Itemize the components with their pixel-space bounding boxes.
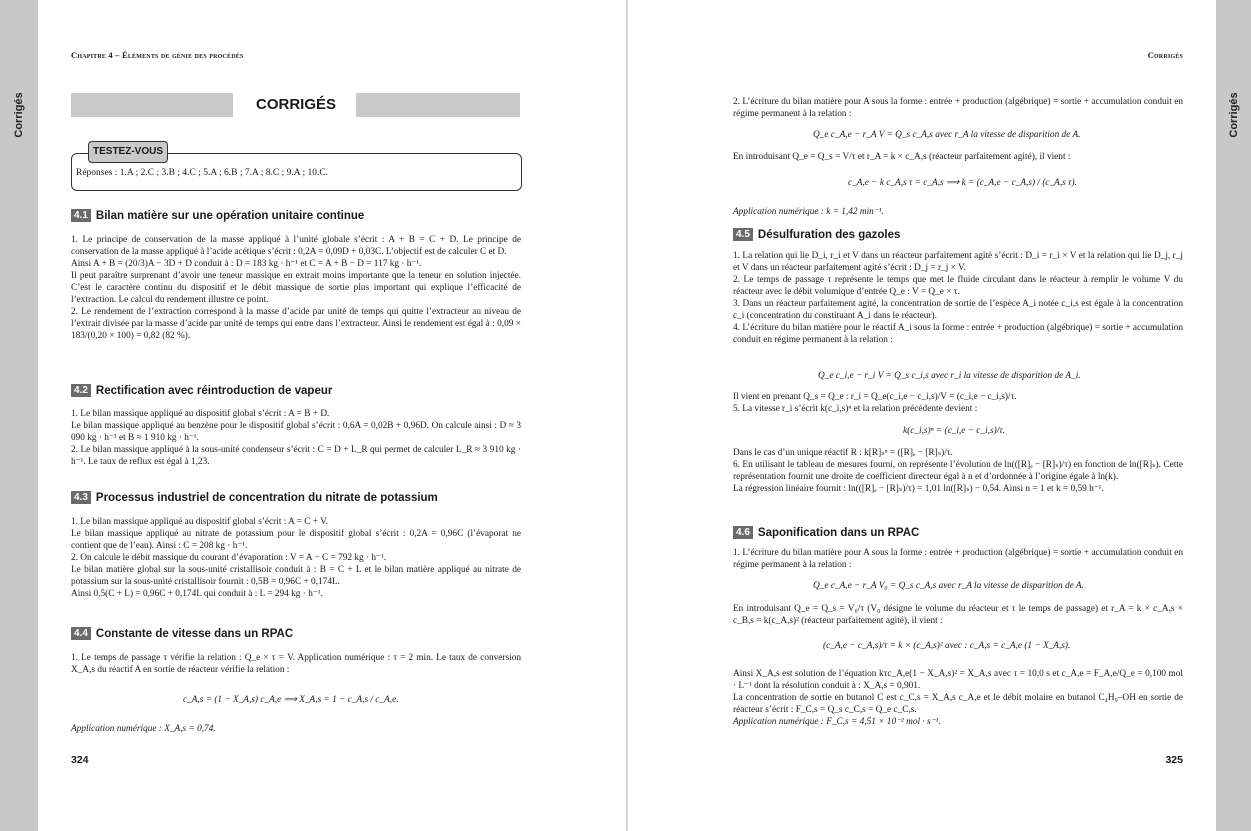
equation: k(c_i,s)ⁿ = (c_i,e − c_i,s)/τ. [903,426,1005,436]
paragraph: En introduisant Q_e = Q_s = V/τ et r_A = k × c_A,s (réacteur parfaitement agité), il vient : [733,152,1071,162]
paragraph: 1. L’écriture du bilan matière pour A sous la forme : entrée + production (algébrique) = sortie + accumulation conduit en régime permanent à la relation : [733,548,1183,570]
side-tab-right [1216,0,1251,831]
section-title: Désulfuration des gazoles [757,228,901,241]
title-bar-right [356,93,520,117]
section-number: 4.2 [71,384,91,397]
paragraph: 1. Le principe de conservation de la masse appliqué à l’unité globale s’écrit : A + B = C + D. Le principe de conservation de la masse appliqué à l’acide acétique s’écrit : 0,2A = 0,09D + 0,03C. L’objectif est de calculer C et D. [71,235,521,257]
paragraph: Il vient en prenant Q_s = Q_e : r_i = Q_e(c_i,e − c_i,s)/V = (c_i,e − c_i,s)/τ. [733,392,1017,402]
paragraph: 1. Le temps de passage τ vérifie la relation : Q_e × τ = V. Application numérique : τ = 2 min. Le taux de conversion X_A,s du réactif A en sortie de réacteur vérifie la relation : [71,653,521,675]
intro-paragraph: 2. L’écriture du bilan matière pour A sous la forme : entrée + production (algébrique) = sortie + accumulation conduit en régime permanent à la relation : [733,97,1183,119]
test-answers: Réponses : 1.A ; 2.C ; 3.B ; 4.C ; 5.A ; 6.B ; 7.A ; 8.C ; 9.A ; 10.C. [76,168,329,178]
right-header: Corrigés [1147,50,1183,60]
section-4-5-body-a [733,250,1183,346]
section-title: Rectification avec réintroduction de vapeur [95,384,333,397]
section-4-4-body [71,652,521,676]
section-title: Saponification dans un RPAC [757,526,920,539]
section-4-3-body [71,516,521,600]
section-4-4-heading [71,627,293,640]
equation: Q_e c_A,e − r_A V₀ = Q_s c_A,s avec r_A la vitesse de disparition de A. [813,581,1084,591]
section-4-3-heading [71,491,438,504]
section-4-6-body-a [733,547,1183,571]
section-title: Processus industriel de concentration du nitrate de potassium [95,491,438,504]
side-tab-label: Corrigés [13,92,25,138]
section-number: 4.5 [733,228,753,241]
paragraph: 1. La relation qui lie D_i, r_i et V dans un réacteur parfaitement agité s’écrit : D_i = r_i × V et la relation qui lie D_j, r_j et V dans un réacteur parfaitement agité s’écrit : D_j = r_j × V. [733,251,1183,273]
section-number: 4.6 [733,526,753,539]
paragraph: Le bilan massique appliqué au nitrate de potassium pour le dispositif global s’écrit : 0,2A = 0,96C (l’évaporat ne contient que de l’eau). Ainsi : C = 208 kg · h⁻¹. [71,529,521,551]
section-title: Bilan matière sur une opération unitaire continue [95,209,365,222]
paragraph: Ainsi 0,5(C + L) = 0,96C + 0,174L qui conduit à : L = 294 kg · h⁻¹. [71,589,323,599]
side-tab-label: Corrigés [1227,92,1240,138]
paragraph: Le bilan matière global sur la sous-unité cristallisoir conduit à : B = C + L et le bilan matière appliqué au nitrate de potassium sur la sous-unité cristallisoir fournit : 0,5B = 0,96C + 0,174L. [71,565,521,587]
left-page [38,0,626,831]
page-number: 325 [1165,754,1183,766]
paragraph: 1. Le bilan massique appliqué au dispositif global s’écrit : A = B + D. [71,409,330,419]
paragraph: 6. En utilisant le tableau de mesures fourni, on représente l’évolution de ln(([R]ₑ − [R]ₛ)/τ) en fonction de ln([R]ₛ). Cette représentation fournit une droite de coefficient directeur égal à n et d’ordonnée à l’origine égale à ln(k). [733,460,1183,482]
test-label: TESTEZ-VOUS [88,141,168,163]
right-page [628,0,1216,831]
equation: (c_A,e − c_A,s)/τ = k × (c_A,s)² avec : c_A,s = c_A,e (1 − X_A,s). [823,641,1071,651]
paragraph: 2. Le rendement de l’extraction correspond à la masse d’acide par unité de temps qui quitte l’extracteur au niveau de l’extrait divisée par la masse d’acide par unité de temps qui entre dans l’extracteur. Ainsi le rendement est égal à : 0,09 × 183/(0,20 × 100) = 0,82 (82 %). [71,307,521,341]
paragraph: 3. Dans un réacteur parfaitement agité, la concentration de sortie de l’espèce A_i notée c_i,s est égale à la concentration c_i (concentration du constituant A_i dans le réacteur). [733,299,1183,321]
section-4-2-heading [71,384,332,397]
section-4-1-heading [71,209,364,222]
paragraph: 4. L’écriture du bilan matière pour le réactif A_i sous la forme : entrée + production (algébrique) = sortie + accumulation conduit en régime permanent à la relation : [733,323,1183,345]
equation: c_A,s = (1 − X_A,s) c_A,e ⟹ X_A,s = 1 − c_A,s / c_A,e. [183,695,399,705]
paragraph: Le bilan massique appliqué au benzène pour le dispositif global s’écrit : 0,6A = 0,02B + 0,96D. On calcule ainsi : D ≈ 3 090 kg · h⁻¹ et B ≈ 1 910 kg · h⁻¹. [71,421,521,443]
paragraph: 1. Le bilan massique appliqué au dispositif global s’écrit : A = C + V. [71,517,328,527]
paragraph: Il peut paraître surprenant d’avoir une teneur massique en extrait moins importante que la teneur en solution injectée. C’est le caractère continu du dispositif et le débit massique de sortie plus important qui explique l’efficacité de l’extraction. Le calcul du rendement illustre ce point. [71,271,521,305]
page-number: 324 [71,754,89,766]
section-4-6-body-b [733,603,1183,627]
section-4-6-heading [733,526,919,539]
section-4-2-body [71,408,521,468]
title-bar-left [71,93,233,117]
section-4-5-body-b [733,391,1183,415]
paragraph: 5. La vitesse r_i s’écrit k(c_i,s)ⁿ et la relation précédente devient : [733,404,978,414]
paragraph: La régression linéaire fournit : ln(([R]ₑ − [R]ₛ)/τ) = 1,01 ln([R]ₛ) − 0,54. Ainsi n = 1 et k = 0,59 h⁻¹. [733,484,1104,494]
section-number: 4.3 [71,491,91,504]
paragraph: 2. Le temps de passage τ représente le temps que met le fluide circulant dans le réacteur à remplir le volume V du réacteur avec le débit volumique d’entrée Q_e : V = Q_e × τ. [733,275,1183,297]
paragraph: En introduisant Q_e = Q_s = V₀/τ (V₀ désigne le volume du réacteur et τ le temps de passage) et r_A = k × c_A,s × c_B,s = k(c_A,s)² (réacteur parfaitement agité), il vient : [733,604,1183,626]
section-4-6-body-c [733,668,1183,728]
application-result: Application numérique : F_C,s = 4,51 × 10⁻² mol · s⁻¹. [733,717,941,727]
page-title: CORRIGÉS [256,96,337,113]
section-4-1-body [71,234,521,342]
application-result: Application numérique : X_A,s = 0,74. [71,724,216,734]
paragraph: Ainsi X_A,s est solution de l’équation kτc_A,e(1 − X_A,s)² = X_A,s avec τ = 10,0 s et c_A,e = F_A,e/Q_e = 0,100 mol · L⁻¹ dont la résolution conduit à : X_A,s = 0,901. [733,669,1183,691]
paragraph: La concentration de sortie en butanol C est c_C,s = X_A,s c_A,e et le débit molaire en butanol C₄H₉–OH en sortie de réacteur s’écrit : F_C,s = Q_s c_C,s = Q_e c_C,s. [733,693,1183,715]
section-4-5-body-c [733,447,1183,495]
section-number: 4.4 [71,627,91,640]
section-4-5-heading [733,228,900,241]
side-tab-left [0,0,38,831]
paragraph: Ainsi A + B = (20/3)A − 3D + D conduit à : D = 183 kg · h⁻¹ et C = A + B − D = 117 kg · h⁻¹. [71,259,422,269]
equation: Q_e c_i,e − r_i V = Q_s c_i,s avec r_i la vitesse de disparition de A_i. [818,371,1081,381]
paragraph: 2. Le bilan massique appliqué à la sous-unité condenseur s’écrit : C = D + L_R qui permet de calculer L_R ≈ 3 910 kg · h⁻¹. Le taux de reflux est égal à 1,23. [71,445,521,467]
application-result: Application numérique : k = 1,42 min⁻¹. [733,207,884,217]
section-number: 4.1 [71,209,91,222]
paragraph: Dans le cas d’un unique réactif R : k[R]ₛⁿ = ([R]ₑ − [R]ₛ)/τ. [733,448,953,458]
equation: Q_e c_A,e − r_A V = Q_s c_A,s avec r_A la vitesse de disparition de A. [813,130,1081,140]
equation: c_A,e − k c_A,s τ = c_A,s ⟹ k = (c_A,e − c_A,s) / (c_A,s τ). [848,178,1077,188]
chapter-header: Chapitre 4 – Éléments de génie des procédés [71,50,244,60]
paragraph: 2. On calcule le débit massique du courant d’évaporation : V = A − C = 792 kg · h⁻¹. [71,553,387,563]
section-title: Constante de vitesse dans un RPAC [95,627,294,640]
